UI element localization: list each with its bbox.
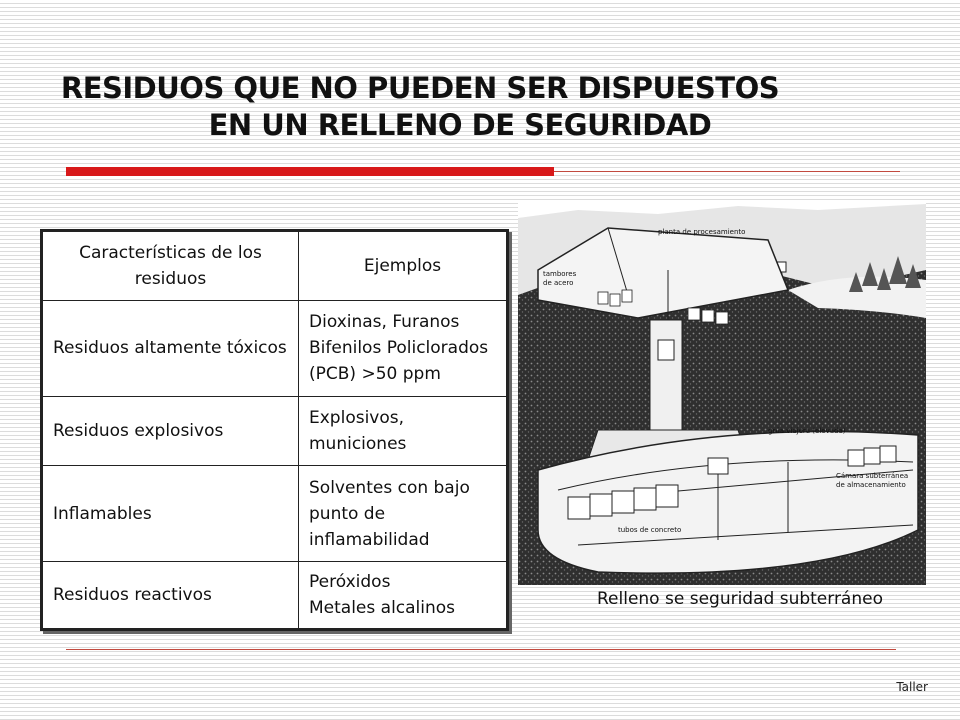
title-line-2: EN UN RELLENO DE SEGURIDAD bbox=[208, 108, 712, 142]
title-rule bbox=[554, 171, 900, 172]
table-row bbox=[43, 300, 507, 397]
table-row bbox=[43, 397, 507, 466]
row-examples bbox=[299, 300, 507, 397]
label-tambores-2: de acero bbox=[543, 279, 574, 287]
table-row bbox=[43, 465, 507, 562]
label-tambores-1: tambores bbox=[543, 270, 577, 278]
row-examples bbox=[299, 397, 507, 466]
label-grua: grúa viajera (elevada) bbox=[768, 427, 846, 435]
title-line-1: RESIDUOS QUE NO PUEDEN SER DISPUESTOS bbox=[60, 71, 780, 105]
slide-title bbox=[60, 70, 860, 144]
row-characteristic: Residuos explosivos bbox=[43, 397, 299, 466]
row-characteristic: Residuos altamente tóxicos bbox=[43, 300, 299, 397]
header-examples: Ejemplos bbox=[299, 232, 507, 301]
row-examples bbox=[299, 562, 507, 629]
label-planta: planta de procesamiento bbox=[658, 228, 746, 236]
example-line: (PCB) >50 ppm bbox=[309, 364, 441, 385]
example-line: punto de bbox=[309, 503, 386, 524]
example-line: municiones bbox=[309, 433, 407, 454]
table-row bbox=[43, 562, 507, 629]
example-line: Dioxinas, Furanos bbox=[309, 312, 460, 333]
label-tubos: tubos de concreto bbox=[618, 526, 682, 534]
landfill-illustration bbox=[518, 200, 926, 585]
example-line: inflamabilidad bbox=[309, 529, 430, 550]
bottom-rule bbox=[66, 649, 896, 650]
waste-table bbox=[40, 229, 509, 631]
title-accent-bar bbox=[66, 167, 554, 176]
example-line: Metales alcalinos bbox=[309, 598, 456, 619]
label-camara-1: Cámara subterránea bbox=[836, 472, 909, 480]
row-examples bbox=[299, 465, 507, 562]
label-camara-2: de almacenamiento bbox=[836, 481, 906, 489]
header-characteristics: Características de los residuos bbox=[43, 232, 299, 301]
illustration-caption: Relleno se seguridad subterráneo bbox=[597, 589, 883, 609]
footer-label: Taller bbox=[896, 680, 928, 694]
example-line: Peróxidos bbox=[309, 572, 391, 593]
example-line: Explosivos, bbox=[309, 407, 405, 428]
row-characteristic: Residuos reactivos bbox=[43, 562, 299, 629]
row-characteristic: Inflamables bbox=[43, 465, 299, 562]
example-line: Bifenilos Policlorados bbox=[309, 338, 489, 359]
example-line: Solventes con bajo bbox=[309, 477, 470, 498]
